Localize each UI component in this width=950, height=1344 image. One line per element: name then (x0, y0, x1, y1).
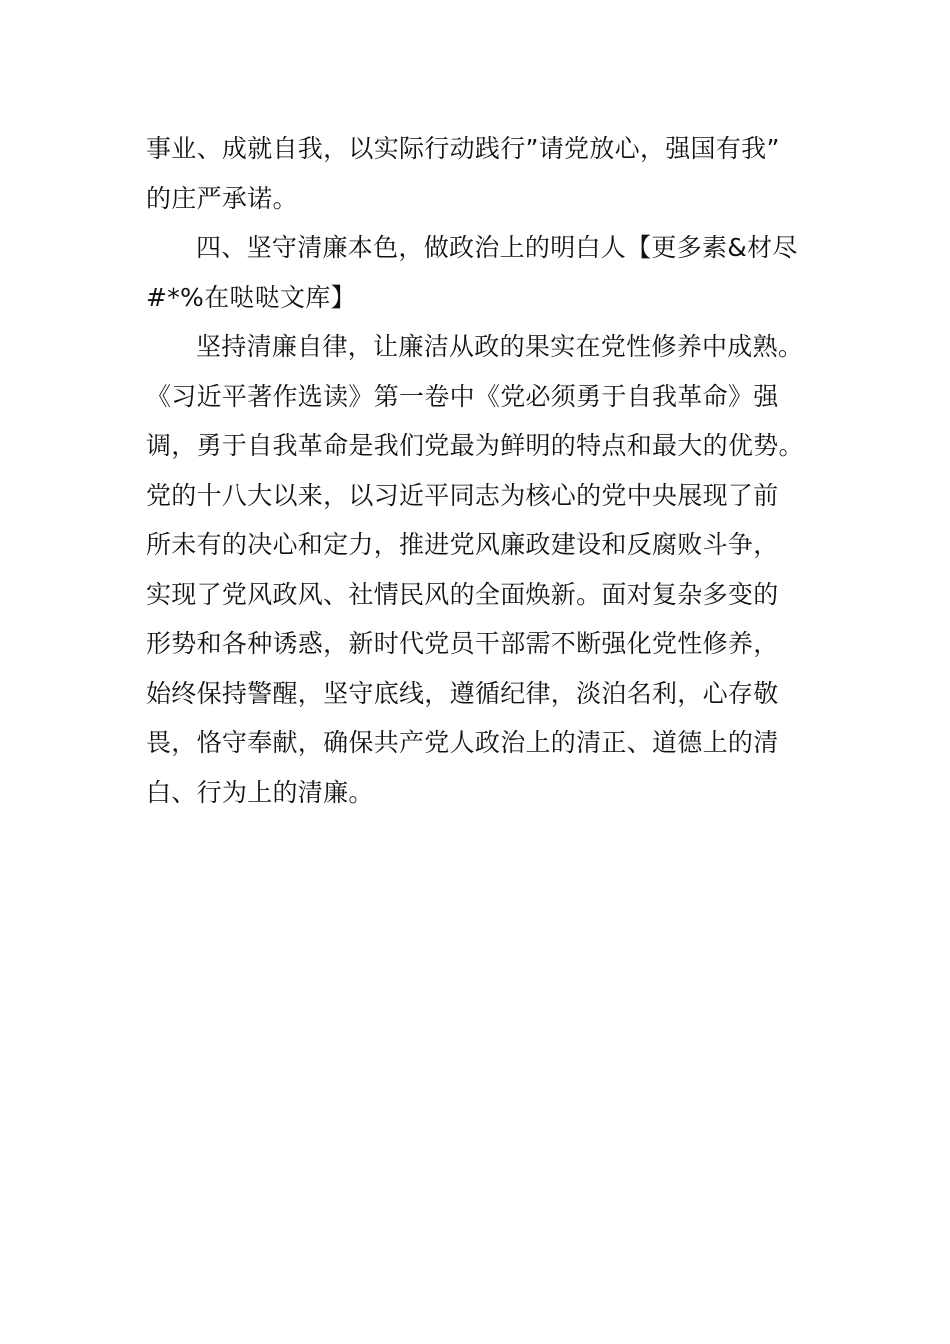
body-paragraph-line-4: 党的十八大以来，以习近平同志为核心的党中央展现了前 (146, 480, 779, 510)
body-paragraph-line-7: 形势和各种诱惑，新时代党员干部需不断强化党性修养， (146, 629, 779, 658)
section-heading-line-1: 四、坚守清廉本色，做政治上的明白人【更多素&材尽 (196, 233, 798, 262)
body-paragraph-line-1: 坚持清廉自律，让廉洁从政的果实在党性修养中成熟。 (196, 332, 804, 361)
body-paragraph-line-10: 白、行为上的清廉。 (146, 777, 374, 807)
body-paragraph-line-9: 畏，恪守奉献，确保共产党人政治上的清正、道德上的清 (146, 728, 779, 757)
body-paragraph-line-3: 调，勇于自我革命是我们党最为鲜明的特点和最大的优势。 (146, 431, 804, 460)
document-body (146, 124, 816, 817)
section-heading-line-2: #*%在哒哒文库】 (146, 282, 356, 312)
body-paragraph-line-2: 《习近平著作选读》第一卷中《党必须勇于自我革命》强 (146, 381, 779, 411)
body-paragraph-line-5: 所未有的决心和定力，推进党风廉政建设和反腐败斗争， (146, 530, 779, 559)
body-paragraph-line-8: 始终保持警醒，坚守底线，遵循纪律，淡泊名利，心存敬 (146, 678, 779, 708)
paragraph-continuation-line-2: 的庄严承诺。 (146, 183, 298, 213)
body-paragraph-line-6: 实现了党风政风、社情民风的全面焕新。面对复杂多变的 (146, 579, 779, 609)
paragraph-continuation-line-1: 事业、成就自我，以实际行动践行”请党放心，强国有我” (146, 134, 780, 163)
